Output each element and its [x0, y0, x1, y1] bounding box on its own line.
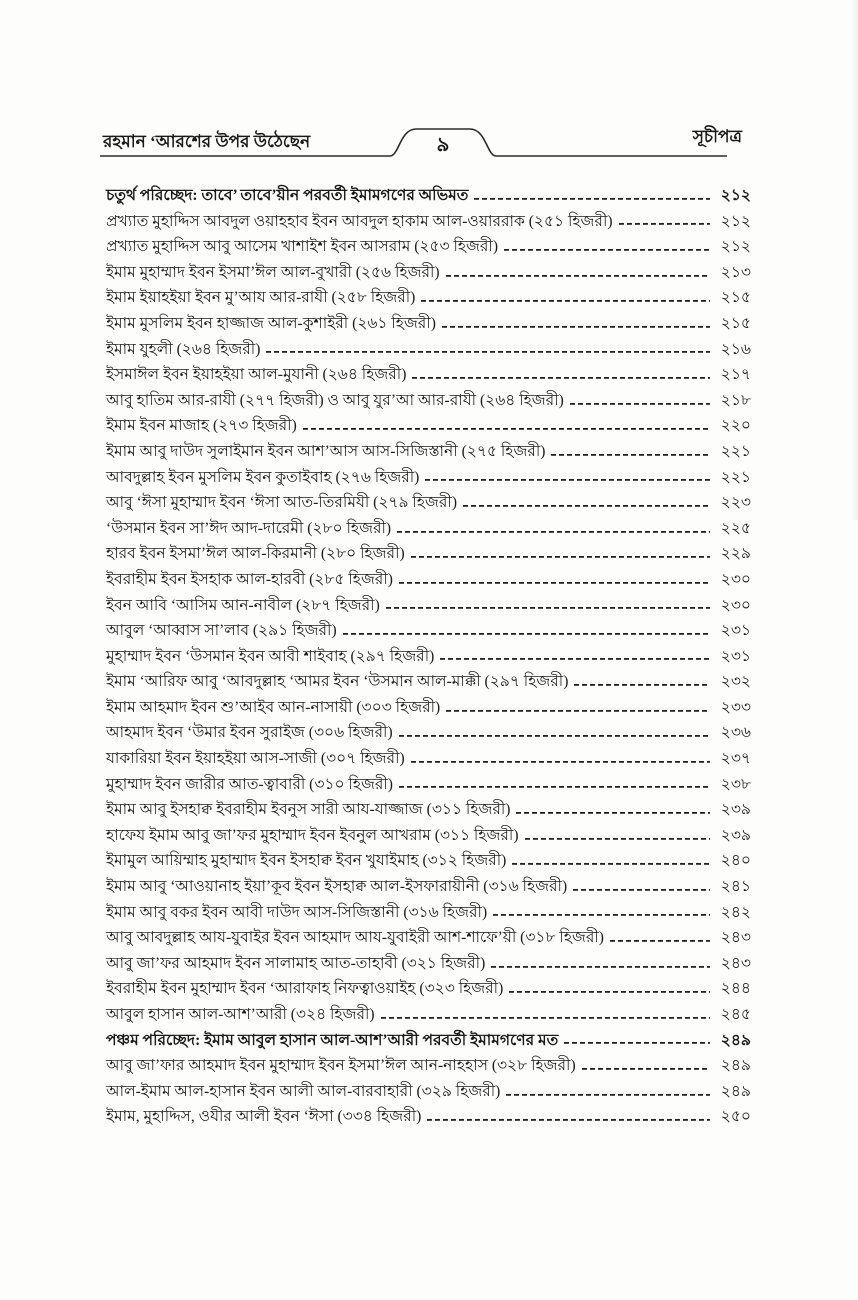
dash-leader	[399, 573, 710, 587]
dash-leader	[442, 317, 710, 331]
toc-entry-title: ইবরাহীম ইবন মুহাম্মাদ ইবন ‘আরাফাহ নিফত্বাওয়াইহ (৩২৩ হিজরী)	[106, 980, 504, 998]
dash-leader	[386, 598, 710, 612]
dash-leader	[427, 1110, 710, 1124]
toc-entry	[106, 234, 751, 260]
header-rule-line	[100, 129, 727, 156]
toc-entry-title: আবুল ‘আব্বাস সা’লাব (২৯১ হিজরী)	[106, 622, 337, 640]
toc-entry-title: যাকারিয়া ইবন ইয়াহইয়া আস-সাজী (৩০৭ হিজরী)	[106, 750, 405, 768]
toc-entry-page: ২৪৯	[720, 1057, 751, 1075]
toc-entry-title: ইমাম আবু দাউদ সুলাইমান ইবন আশ’আস আস-সিজিস্তানী (২৭৫ হিজরী)	[106, 442, 546, 460]
toc-entry	[106, 644, 751, 670]
toc-entry-page: ২২১	[720, 468, 751, 486]
toc-entry-title: আল-ইমাম আল-হাসান ইবন আলী আল-বারবাহারী (৩২৯ হিজরী)	[106, 1082, 501, 1100]
toc-entry-title: ইমামুল আয়িম্মাহ মুহাম্মাদ ইবন ইসহাক্ব ইবন খুযাইমাহ (৩১২ হিজরী)	[106, 852, 507, 870]
toc-entry-title: ইমাম ইয়াহইয়া ইবন মু’আয আর-রাযী (২৫৮ হিজরী)	[106, 289, 416, 307]
dash-leader	[425, 470, 710, 484]
toc-entry	[106, 746, 751, 772]
toc-entry	[106, 490, 751, 516]
toc-entry-title: ইমাম, মুহাদ্দিস, ওযীর আলী ইবন ‘ঈসা (৩৩৪ হিজরী)	[106, 1108, 422, 1126]
toc-entry	[106, 925, 751, 951]
dash-leader	[399, 726, 710, 740]
toc-entry-title: আবদুল্লাহ ইবন মুসলিম ইবন কুতাইবাহ (২৭৬ হিজরী)	[106, 468, 420, 486]
dash-leader	[397, 522, 710, 536]
dash-leader	[446, 701, 710, 715]
toc-entry	[106, 669, 751, 695]
dash-leader	[474, 189, 710, 203]
toc-entry	[106, 439, 751, 465]
toc-entry	[106, 516, 751, 542]
toc-entry	[106, 1104, 751, 1130]
toc-entry-page: ২৪৯	[720, 1031, 751, 1049]
dash-leader	[516, 803, 710, 817]
toc-entry-page: ২৩৬	[720, 724, 751, 742]
toc-entry-title: ইমাম মুহাম্মাদ ইবন ইসমা’ঈল আল-বুখারী (২৫৬ হিজরী)	[106, 263, 440, 281]
dash-leader	[493, 905, 710, 919]
toc-entry	[106, 285, 751, 311]
toc-entry-page: ২৩৭	[720, 750, 751, 768]
toc-entry	[106, 1053, 751, 1079]
dash-leader	[303, 419, 710, 433]
toc-entry-title: আবুল হাসান আল-আশ’আরী (৩২৪ হিজরী)	[106, 1006, 375, 1023]
toc-entry-page: ২৪৩	[720, 929, 751, 947]
toc-entry-title: আবু ‘ঈসা মুহাম্মাদ ইবন ‘ঈসা আত-তিরমিযী (২৭৯ হিজরী)	[106, 494, 458, 512]
dash-leader	[573, 880, 710, 894]
toc-entry	[106, 593, 751, 619]
dash-leader	[491, 957, 710, 971]
toc-entry-title: ইমাম ইবন মাজাহ (২৭৩ হিজরী)	[106, 417, 297, 435]
dash-leader	[440, 649, 710, 663]
toc-entry-title: হাফেয ইমাম আবু জা’ফর মুহাম্মাদ ইবন ইবনুল আখরাম (৩১১ হিজরী)	[106, 826, 519, 844]
dash-leader	[564, 1033, 710, 1047]
dash-leader	[343, 624, 710, 638]
toc-entry-page: ২২৯	[720, 545, 751, 563]
toc-entry	[106, 951, 751, 977]
toc-entry-title: প্রখ্যাত মুহাদ্দিস আবু আসেম খাশাইশ ইবন আসরাম (২৫৩ হিজরী)	[106, 238, 499, 256]
toc-entry	[106, 465, 751, 491]
toc-entry-title: চতুর্থ পরিচ্ছেদ: তাবে’ তাবে’য়ীন পরবর্তী ইমামগণের অভিমত	[106, 187, 469, 204]
toc-entry-page: ২৩১	[720, 647, 751, 665]
dash-leader	[411, 752, 710, 766]
toc-entry-title: আবু জা’ফর আহমাদ ইবন সালামাহ আত-তাহাবী (৩২১ হিজরী)	[106, 954, 486, 972]
dash-leader	[421, 291, 710, 305]
toc-entry-page: ২১৬	[720, 340, 751, 358]
dash-leader	[570, 394, 710, 408]
toc-entry-title: ইমাম আবু বকর ইবন আবী দাউদ আস-সিজিস্তানী (৩১৬ হিজরী)	[106, 903, 488, 921]
toc-entry-title: প্রখ্যাত মুহাদ্দিস আবদুল ওয়াহহাব ইবন আবদুল হাকাম আল-ওয়াররাক (২৫১ হিজরী)	[106, 212, 613, 230]
toc-entry	[106, 720, 751, 746]
dash-leader	[504, 240, 710, 254]
toc-entry	[106, 567, 751, 593]
dash-leader	[381, 1008, 710, 1022]
toc-entry	[106, 362, 751, 388]
toc-entry	[106, 695, 751, 721]
toc-entry-page: ২১৩	[720, 263, 751, 281]
toc-entry-page: ২৪৫	[720, 1006, 751, 1023]
toc-entry-page: ২১২	[720, 212, 751, 230]
toc-entry	[106, 874, 751, 900]
toc-entry	[106, 618, 751, 644]
toc-entry-page: ২৪০	[720, 852, 751, 870]
toc-entry-page: ২২৩	[720, 494, 751, 512]
dash-leader	[574, 675, 710, 689]
page-number: ৯	[436, 134, 450, 156]
toc-entry-title: ইসমাঈল ইবন ইয়াহইয়া আল-মুযানী (২৬৪ হিজরী)	[106, 366, 407, 384]
dash-leader	[619, 214, 710, 228]
toc-entry	[106, 541, 751, 567]
toc-entry	[106, 311, 751, 337]
toc-entry-title: ইবন আবি ‘আসিম আন-নাবীল (২৮৭ হিজরী)	[106, 596, 380, 614]
dash-leader	[525, 829, 711, 843]
toc-entry	[106, 388, 751, 414]
toc-entry-page: ২৪১	[720, 878, 751, 896]
dash-leader	[610, 931, 710, 945]
toc-entry-page: ২৩০	[720, 596, 751, 614]
toc-entry	[106, 183, 751, 209]
toc-list	[106, 183, 751, 1130]
dash-leader	[512, 854, 710, 868]
toc-entry-page: ২৪২	[720, 903, 751, 921]
toc-entry-page: ২৪৯	[720, 1082, 751, 1100]
dash-leader	[463, 496, 710, 510]
toc-entry-page: ২৩৯	[720, 801, 751, 819]
toc-entry-page: ২৩১	[720, 622, 751, 640]
dash-leader	[411, 547, 710, 561]
toc-entry-title: ইবরাহীম ইবন ইসহাক আল-হারবী (২৮৫ হিজরী)	[106, 570, 393, 588]
toc-entry-title: হারব ইবন ইসমা’ঈল আল-কিরমানী (২৮০ হিজরী)	[106, 545, 405, 563]
toc-entry-page: ২২৫	[720, 519, 751, 537]
toc-entry-title: আবু আবদুল্লাহ আয-যুবাইর ইবন আহমাদ আয-যুবাইরী আশ-শাফে’য়ী (৩১৮ হিজরী)	[106, 929, 604, 947]
toc-entry-title: ‘উসমান ইবন সা’ঈদ আদ-দারেমী (২৮০ হিজরী)	[106, 519, 392, 537]
toc-entry-page: ২৪৩	[720, 954, 751, 972]
toc-entry-title: আবু হাতিম আর-রাযী (২৭৭ হিজরী) ও আবু যুর’আ আর-রাযী (২৬৪ হিজরী)	[106, 391, 564, 409]
toc-entry-page: ২২১	[720, 442, 751, 460]
toc-entry-page: ২২০	[720, 417, 751, 435]
toc-entry	[106, 823, 751, 849]
toc-entry-page: ২৩৮	[720, 775, 751, 793]
toc-entry	[106, 260, 751, 286]
header-rule	[100, 118, 727, 160]
toc-entry-page: ২৩২	[720, 673, 751, 691]
toc-entry	[106, 976, 751, 1002]
toc-entry-title: ইমাম আবু ‘আওয়ানাহ ইয়া’কূব ইবন ইসহাক্ব আল-ইসফারায়ীনী (৩১৬ হিজরী)	[106, 878, 568, 896]
toc-entry-page: ২১৫	[720, 289, 751, 307]
toc-entry	[106, 413, 751, 439]
toc-entry-title: মুহাম্মাদ ইবন ‘উসমান ইবন আবী শাইবাহ (২৯৭ হিজরী)	[106, 647, 435, 665]
toc-entry-title: ইমাম মুসলিম ইবন হাজ্জাজ আল-কুশাইরী (২৬১ হিজরী)	[106, 314, 436, 332]
toc-entry	[106, 848, 751, 874]
toc-entry-page: ২৩০	[720, 570, 751, 588]
toc-entry	[106, 900, 751, 926]
toc-entry-page: ২৪৪	[720, 980, 751, 998]
toc-entry-title: পঞ্চম পরিচ্ছেদ: ইমাম আবুল হাসান আল-আশ’আরী পরবর্তী ইমামগণের মত	[106, 1031, 559, 1049]
toc-entry	[106, 209, 751, 235]
dash-leader	[506, 1085, 710, 1099]
dash-leader	[582, 1059, 710, 1073]
toc-entry-page: ২৩৯	[720, 826, 751, 844]
toc-entry-title: আহমাদ ইবন ‘উমার ইবন সুরাইজ (৩০৬ হিজরী)	[106, 724, 393, 742]
toc-entry	[106, 1028, 751, 1054]
toc-entry	[106, 337, 751, 363]
toc-entry-page: ২১৭	[720, 366, 751, 384]
toc-entry-page: ২৩৩	[720, 698, 751, 716]
dash-leader	[266, 342, 710, 356]
toc-entry-title: আবু জা’ফার আহমাদ ইবন মুহাম্মাদ ইবন ইসমা’ঈল আন-নাহহাস (৩২৮ হিজরী)	[106, 1057, 576, 1075]
toc-entry-title: ইমাম আহমাদ ইবন শু’আইব আন-নাসায়ী (৩০৩ হিজরী)	[106, 698, 441, 716]
toc-entry-title: ইমাম ‘আরিফ আবু ‘আবদুল্লাহ ‘আমর ইবন ‘উসমান আল-মাক্কী (২৯৭ হিজরী)	[106, 673, 569, 691]
running-title: রহমান ‘আরশের উপর উঠেছেন	[103, 132, 311, 151]
dash-leader	[412, 368, 710, 382]
toc-entry-page: ২১২	[720, 187, 751, 204]
dash-leader	[399, 777, 710, 791]
toc-entry	[106, 797, 751, 823]
toc-entry-title: ইমাম যুহলী (২৬৪ হিজরী)	[106, 340, 261, 358]
toc-entry	[106, 1079, 751, 1105]
toc-entry	[106, 772, 751, 798]
toc-entry-title: ইমাম আবু ইসহাক্ব ইবরাহীম ইবনুস সারী আয-যাজ্জাজ (৩১১ হিজরী)	[106, 801, 511, 819]
toc-entry-title: মুহাম্মাদ ইবন জারীর আত-ত্বাবারী (৩১০ হিজরী)	[106, 775, 393, 793]
toc-entry	[106, 1002, 751, 1028]
dash-leader	[446, 266, 710, 280]
dash-leader	[509, 982, 710, 996]
toc-entry-page: ২১৫	[720, 314, 751, 332]
toc-entry-page: ২১৮	[720, 391, 751, 409]
toc-entry-page: ২৫০	[720, 1108, 751, 1126]
toc-entry-page: ২১২	[720, 238, 751, 256]
dash-leader	[551, 445, 710, 459]
section-title: সূচীপত্র	[692, 127, 742, 146]
